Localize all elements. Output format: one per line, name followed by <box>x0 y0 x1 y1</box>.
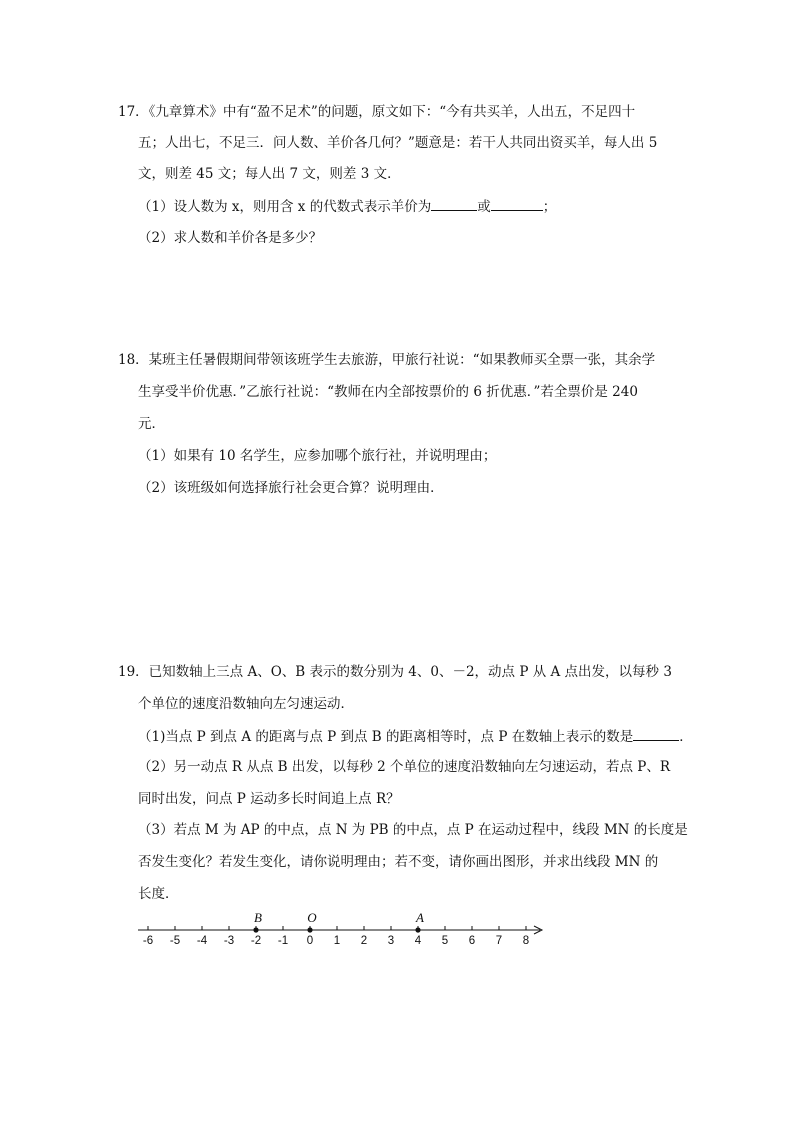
q19-line-1: 19．已知数轴上三点 A、O、B 表示的数分别为 4、0、－2，动点 P 从 A 点出发，以每秒 3 <box>118 664 672 680</box>
point-a-dot <box>415 927 420 932</box>
point-a-label: A <box>416 910 424 925</box>
q18-line-1: 18．某班主任暑假期间带领该班学生去旅游，甲旅行社说：“如果教师买全票一张，其余学 <box>118 352 656 368</box>
q17-line-3: 文，则差 45 文；每人出 7 文，则差 3 文． <box>138 166 401 182</box>
number-line-tick-label: -1 <box>277 935 289 947</box>
q19-sub-3-line-2: 否发生变化？若发生变化，请你说明理由；若不变，请你画出图形，并求出线段 MN 的 <box>138 854 659 870</box>
number-line-tick-label: -5 <box>169 935 181 947</box>
number-line-tick-label: 1 <box>333 935 341 947</box>
number-line-figure <box>130 905 560 955</box>
q19-sub-1-text: （1)当点 P 到点 A 的距离与点 P 到点 B 的距离相等时，点 P 在数轴上表示的数是 <box>138 729 634 745</box>
number-line-tick-label: -4 <box>196 935 208 947</box>
number-line-tick-label: -3 <box>223 935 235 947</box>
q17-sub-1 <box>138 196 556 217</box>
number-line-tick-label: 0 <box>306 935 314 947</box>
q17-sub-2: （2）求人数和羊价各是多少？ <box>138 230 323 246</box>
q17-line-2: 五；人出七，不足三．问人数、羊价各几何？”题意是：若干人共同出资买羊，每人出 5 <box>138 135 658 151</box>
point-b-dot <box>253 927 258 932</box>
number-line-tick-label: -2 <box>250 935 262 947</box>
number-line-tick-label: 5 <box>441 935 449 947</box>
number-line-tick-label: 2 <box>360 935 368 947</box>
q19-line-2: 个单位的速度沿数轴向左匀速运动． <box>138 696 354 712</box>
answer-blank-3[interactable] <box>633 726 679 741</box>
q19-sub-2-line-2: 同时出发，问点 P 运动多长时间追上点 R？ <box>138 791 400 807</box>
q17-line-1: 17．《九章算术》中有“盈不足术”的问题，原文如下：“今有共买羊，人出五，不足四十 <box>118 104 636 120</box>
q17-sub-1-end: ； <box>542 199 557 215</box>
number-line-tick-label: 8 <box>522 935 530 947</box>
answer-blank-1[interactable] <box>431 196 477 211</box>
q18-sub-1: （1）如果有 10 名学生，应参加哪个旅行社，并说明理由； <box>138 448 497 464</box>
number-line-tick-label: 6 <box>468 935 476 947</box>
point-o-label: O <box>307 910 317 925</box>
q19-sub-3-line-1: （3）若点 M 为 AP 的中点，点 N 为 PB 的中点，点 P 在运动过程中，线段 MN 的长度是 <box>138 822 688 838</box>
answer-blank-2[interactable] <box>491 196 543 211</box>
q19-sub-1 <box>138 726 693 747</box>
number-line-tick-label: 4 <box>414 935 422 947</box>
q18-line-3: 元． <box>138 416 165 432</box>
number-line-svg <box>130 905 560 955</box>
point-b-label: B <box>254 910 262 925</box>
number-line-tick-label: 3 <box>387 935 395 947</box>
number-line-tick-label: 7 <box>495 935 503 947</box>
q17-sub-1-or: 或 <box>477 199 491 215</box>
point-o-dot <box>307 927 312 932</box>
q18-line-2: 生享受半价优惠．”乙旅行社说：“教师在内全部按票价的 6 折优惠．”若全票价是 240 <box>138 384 638 400</box>
q17-sub-1-text: （1）设人数为 x，则用含 x 的代数式表示羊价为 <box>138 199 432 215</box>
q19-sub-1-end: ． <box>679 729 693 745</box>
q19-sub-3-line-3: 长度． <box>138 886 179 902</box>
q19-sub-2-line-1: （2）另一动点 R 从点 B 出发，以每秒 2 个单位的速度沿数轴向左匀速运动，若点 P、R <box>138 759 671 775</box>
q18-sub-2: （2）该班级如何选择旅行社会更合算？说明理由． <box>138 480 444 496</box>
number-line-tick-label: -6 <box>142 935 154 947</box>
